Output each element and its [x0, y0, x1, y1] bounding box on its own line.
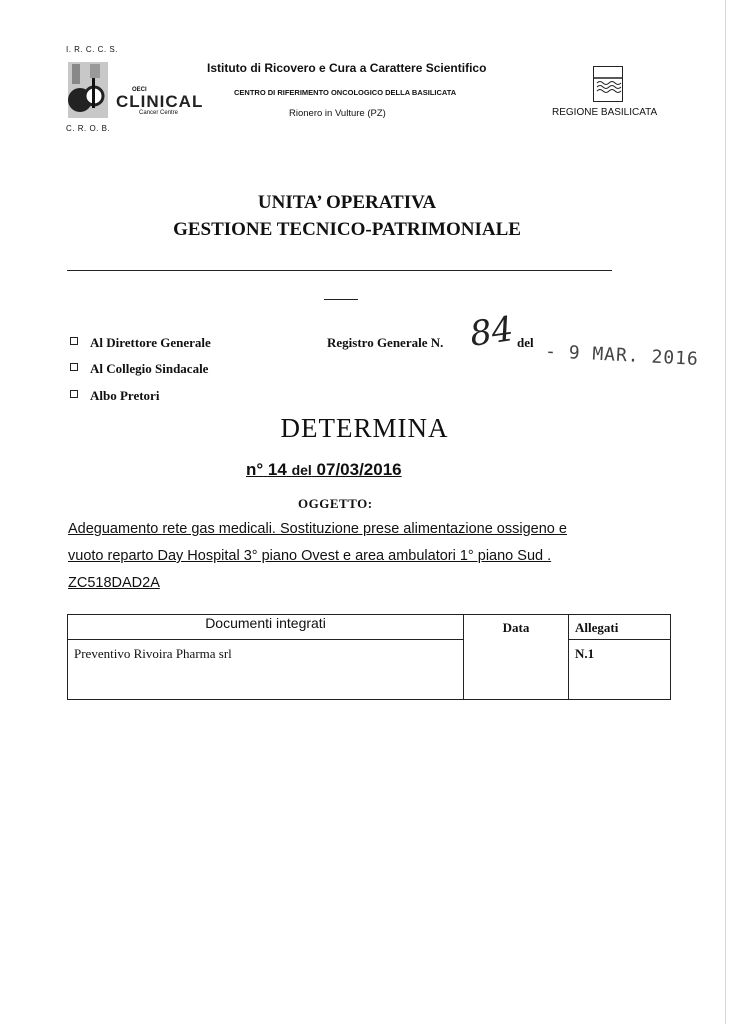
document-cell: Preventivo Rivoira Pharma srl — [68, 640, 464, 700]
subject-line: ZC518DAD2A — [68, 575, 160, 591]
subject-line: Adeguamento rete gas medicali. Sostituzione prese alimentazione ossigeno e — [68, 521, 567, 537]
oggetto-label: OGGETTO: — [298, 496, 373, 511]
irccs-label: I. R. C. C. S. — [66, 45, 118, 54]
recipient-label: Albo Pretori — [90, 388, 160, 403]
determina-del-label: del — [291, 462, 312, 478]
number-prefix: n° — [246, 460, 264, 479]
logo-cancer-centre: Cancer Centre — [139, 110, 179, 116]
unit-title-line2: GESTIONE TECNICO-PATRIMONIALE — [173, 219, 521, 240]
determina-date: 07/03/2016 — [316, 460, 402, 479]
region-emblem-icon — [593, 66, 623, 102]
divider — [67, 270, 612, 271]
unit-title-line1: UNITA’ OPERATIVA — [257, 192, 437, 213]
logo-oeci: OECI — [132, 87, 147, 93]
header-date — [464, 615, 569, 700]
recipient-item — [70, 361, 208, 377]
logo-clinical: CLINICAL — [116, 92, 204, 111]
subject-line: vuoto reparto Day Hospital 3° piano Ovest e area ambulatori 1° piano Sud . — [68, 548, 552, 564]
short-divider — [324, 299, 358, 300]
irccs-logo — [66, 60, 112, 120]
attachments-cell: N.1 — [569, 640, 671, 700]
recipient-label: Al Collegio Sindacale — [90, 361, 209, 376]
header-attachments — [569, 615, 671, 640]
header-attachments-label: Allegati — [575, 620, 619, 635]
header-date-label: Data — [502, 620, 530, 635]
crob-label: C. R. O. B. — [66, 124, 111, 133]
checkbox-icon — [70, 337, 78, 345]
header-documents: Documenti integrati — [68, 615, 464, 640]
institute-subtitle: CENTRO DI RIFERIMENTO ONCOLOGICO DELLA BASILICATA — [234, 88, 457, 97]
registry-number-handwritten: 84 — [467, 309, 516, 355]
checkbox-icon — [70, 363, 78, 371]
registry-label: Registro Generale N. — [327, 335, 444, 350]
region-label: REGIONE BASILICATA — [552, 107, 658, 118]
registry-date-stamp: - 9 MAR. 2016 — [544, 340, 700, 371]
table-row — [68, 640, 671, 700]
table-header-row — [68, 615, 671, 640]
institute-title: Istituto di Ricovero e Cura a Carattere Scientifico — [207, 61, 487, 75]
determina-title: DETERMINA — [280, 413, 449, 443]
recipient-item — [70, 335, 211, 351]
irccs-logo-icon — [66, 60, 112, 120]
institute-city: Rionero in Vulture (PZ) — [289, 108, 386, 119]
scan-edge — [725, 0, 726, 1024]
recipient-item — [70, 388, 159, 404]
determina-number: 14 — [267, 460, 287, 479]
checkbox-icon — [70, 390, 78, 398]
recipient-label: Al Direttore Generale — [90, 335, 211, 350]
documents-table — [67, 614, 671, 700]
determina-number-line — [246, 460, 402, 480]
registry-del-label: del — [517, 335, 534, 350]
